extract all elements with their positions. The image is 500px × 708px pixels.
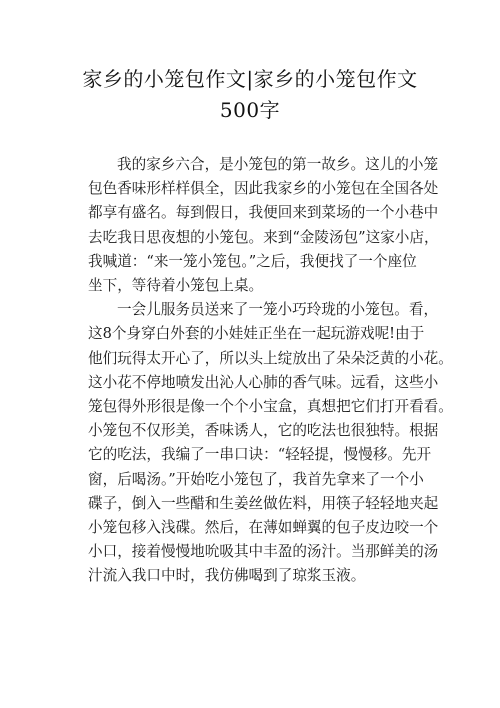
- paragraph-line: 它的吃法，我编了一串口诀：“轻轻提，慢慢移。先开: [88, 446, 432, 464]
- paragraph-line: 我的家乡六合，是小笼包的第一故乡。这儿的小笼: [117, 156, 439, 173]
- paragraph-1: [88, 153, 439, 298]
- paragraph-line: 包色香味形样样俱全，因此我家乡的小笼包在全国各处: [88, 180, 439, 198]
- title-line-1: 家乡的小笼包作文|家乡的小笼包作文: [82, 67, 418, 91]
- paragraph-line: 他们玩得太开心了，所以头上绽放出了朵朵泛黄的小花。: [88, 349, 453, 367]
- paragraph-line: 都享有盛名。每到假日，我便回来到菜场的一个小巷中: [88, 204, 439, 222]
- paragraph-line: 笼包得外形很是像一个个小宝盒，真想把它们打开看看。: [88, 398, 453, 416]
- document-body: [88, 153, 453, 589]
- paragraph-line: 小笼包移入浅碟。然后，在薄如蝉翼的包子皮边咬一个: [88, 519, 439, 537]
- paragraph-line: 一会儿服务员送来了一笼小巧玲珑的小笼包。看，: [117, 301, 439, 319]
- paragraph-line: 窗，后喝汤。”开始吃小笼包了，我首先拿来了一个小: [88, 470, 424, 488]
- document-title: [60, 64, 440, 126]
- paragraph-line: 坐下，等待着小笼包上桌。: [88, 277, 264, 295]
- paragraph-line: 这8个身穿白外套的小娃娃正坐在一起玩游戏呢!由于: [88, 325, 425, 343]
- paragraph-line: 汁流入我口中时，我仿佛喝到了琼浆玉液。: [88, 567, 366, 585]
- paragraph-line: 小口，接着慢慢地吮吸其中丰盈的汤汁。当那鲜美的汤: [88, 543, 439, 561]
- paragraph-line: 小笼包不仅形美，香味诱人，它的吃法也很独特。根据: [88, 422, 439, 440]
- title-line-2: 500字: [219, 98, 281, 122]
- paragraph-line: 碟子，倒入一些醋和生姜丝做佐料，用筷子轻轻地夹起: [88, 494, 439, 512]
- paragraph-line: 我喊道：“来一笼小笼包。”之后，我便找了一个座位: [88, 252, 417, 270]
- paragraph-2: [88, 298, 453, 588]
- paragraph-line: 这小花不停地喷发出沁人心肺的香气味。远看，这些小: [88, 373, 439, 391]
- paragraph-line: 去吃我日思夜想的小笼包。来到“金陵汤包”这家小店，: [88, 228, 439, 246]
